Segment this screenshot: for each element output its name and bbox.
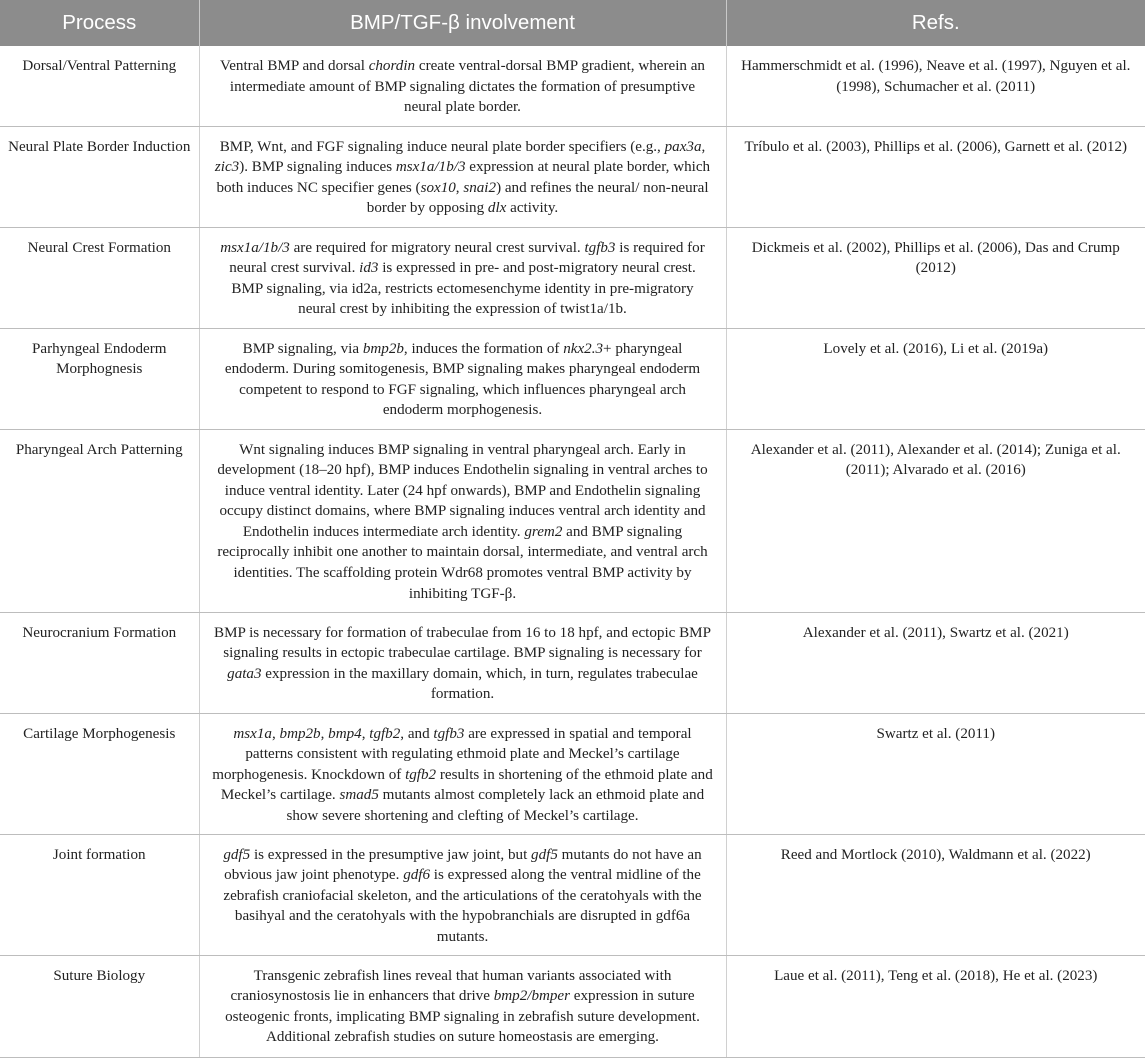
gene-name: tgfb2 (405, 766, 437, 783)
text-segment: BMP is necessary for formation of trabeculae from 16 to 18 hpf, and ectopic BMP signaling results in ectopic trabeculae cartilage. BMP signaling is necessary for (214, 624, 711, 662)
text-segment: create ventral-dorsal BMP gradient, wherein an intermediate amount of BMP signaling dictates the formation of presumptive neural plate border. (229, 58, 705, 116)
text-segment: mutants almost completely lack an ethmoid plate and show severe shortening and clefting of Meckel’s cartilage. (286, 787, 705, 824)
gene-name: msx1a (233, 725, 272, 742)
text-segment: mutants do not have an obvious jaw joint phenotype. (224, 846, 702, 884)
text-segment: expression in the maxillary domain, which, in turn, regulates trabeculae formation. (261, 665, 698, 703)
text-segment: ) and refines the neural/ non-neural border by opposing (366, 179, 709, 217)
gene-name: chordin (368, 58, 416, 74)
gene-name: id3 (359, 260, 379, 277)
refs-cell: Reed and Mortlock (2010), Waldmann et al. (2022) (726, 834, 1145, 955)
involvement-cell (199, 46, 726, 126)
gene-name: sox10 (420, 179, 456, 196)
table-row (0, 328, 1145, 429)
refs-cell: Dickmeis et al. (2002), Phillips et al. (2006), Das and Crump (2012) (726, 227, 1145, 328)
gene-name: bmp2b (362, 340, 404, 357)
gene-name: bmp2/bmper (493, 988, 571, 1005)
text-segment: expression in suture osteogenic fronts, implicating BMP signaling in zebrafish suture development. Additional zebrafish studies on suture homeostasis are emerging. (225, 988, 700, 1046)
text-segment: ). BMP signaling induces (239, 159, 396, 176)
gene-name: tgfb2 (369, 725, 401, 742)
table-row (0, 612, 1145, 713)
refs-cell: Swartz et al. (2011) (726, 713, 1145, 834)
involvement-cell (199, 834, 726, 955)
table-body (0, 46, 1145, 1057)
gene-name: msx1a/1b/3 (220, 239, 290, 256)
involvement-cell (199, 713, 726, 834)
refs-cell: Lovely et al. (2016), Li et al. (2019a) (726, 328, 1145, 429)
refs-cell: Laue et al. (2011), Teng et al. (2018), He et al. (2023) (726, 955, 1145, 1057)
text-segment: BMP, Wnt, and FGF signaling induce neural plate border specifiers (e.g., (219, 138, 665, 155)
gene-name: tgfb3 (433, 725, 465, 742)
text-segment: Ventral BMP and dorsal (220, 58, 369, 74)
involvement-cell (199, 955, 726, 1057)
text-segment: activity. (506, 200, 559, 217)
process-cell: Neurocranium Formation (0, 612, 199, 713)
table-header (0, 0, 1145, 46)
process-cell: Joint formation (0, 834, 199, 955)
text-segment: are expressed in spatial and temporal patterns consistent with regulating ethmoid plate and Meckel’s cartilage morphogenesis. Knockdown of (212, 725, 692, 783)
text-segment: and BMP signaling reciprocally inhibit one another to maintain dorsal, intermediate, and ventral arch identities. The scaffolding protein Wdr68 promotes ventral BMP activity by inhibiting TGF-β. (217, 523, 708, 602)
text-segment: , (455, 179, 464, 196)
text-segment: are required for migratory neural crest survival. (289, 239, 585, 256)
text-segment: , (320, 725, 329, 742)
gene-name: pax3a (664, 138, 702, 155)
table-row (0, 126, 1145, 227)
refs-cell: Tríbulo et al. (2003), Phillips et al. (2006), Garnett et al. (2012) (726, 126, 1145, 227)
gene-name: grem2 (524, 523, 563, 540)
process-cell: Cartilage Morphogenesis (0, 713, 199, 834)
table-row (0, 713, 1145, 834)
involvement-cell (199, 227, 726, 328)
table-row (0, 834, 1145, 955)
gene-name: gdf6 (403, 867, 431, 884)
text-segment: + pharyngeal endoderm. During somitogenesis, BMP signaling makes pharyngeal endoderm competent to respond to FGF signaling, which influences pharyngeal arch endoderm morphogenesis. (224, 340, 701, 419)
process-cell: Pharyngeal Arch Patterning (0, 429, 199, 612)
table-row (0, 46, 1145, 126)
gene-name: bmp4 (328, 725, 362, 742)
gene-name: zic3 (214, 159, 240, 176)
involvement-cell (199, 126, 726, 227)
text-segment: results in shortening of the ethmoid plate and Meckel’s cartilage. (220, 766, 713, 804)
text-segment: is expressed along the ventral midline of the zebrafish craniofacial skeleton, and the articulations of the ceratohyals with the basihyal and the ceratohyals with the hypobranchials are disrupted in gdf6a mutants. (223, 867, 702, 945)
text-segment: Transgenic zebrafish lines reveal that human variants associated with craniosynostosis lie in enhancers that drive (230, 967, 672, 1005)
header-row (0, 0, 1145, 46)
process-cell: Neural Crest Formation (0, 227, 199, 328)
gene-name: gdf5 (531, 846, 558, 863)
table-row (0, 429, 1145, 612)
gene-name: msx1a/1b/3 (395, 159, 466, 176)
header-refs: Refs. (726, 0, 1145, 46)
involvement-cell (199, 612, 726, 713)
refs-cell: Alexander et al. (2011), Swartz et al. (2021) (726, 612, 1145, 713)
gene-name: gata3 (227, 665, 262, 682)
text-segment: expression at neural plate border, which both induces NC specifier genes ( (216, 159, 711, 196)
gene-name: snai2 (463, 179, 497, 196)
refs-cell: Hammerschmidt et al. (1996), Neave et al. (1997), Nguyen et al. (1998), Schumacher et al. (2011) (726, 46, 1145, 126)
gene-name: nkx2.3 (563, 340, 604, 357)
gene-name: smad5 (339, 787, 379, 804)
header-involvement: BMP/TGF-β involvement (199, 0, 726, 46)
refs-cell: Alexander et al. (2011), Alexander et al. (2014); Zuniga et al. (2011); Alvarado et al. (2016) (726, 429, 1145, 612)
text-segment: , (701, 138, 706, 155)
text-segment: is expressed in the presumptive jaw joint, but (250, 846, 532, 863)
gene-name: tgfb3 (584, 239, 616, 256)
involvement-cell (199, 429, 726, 612)
text-segment: BMP signaling, via (242, 340, 363, 357)
table-row (0, 955, 1145, 1057)
process-cell: Suture Biology (0, 955, 199, 1057)
text-segment: , and (400, 725, 434, 742)
involvement-cell (199, 328, 726, 429)
gene-name: bmp2b (279, 725, 321, 742)
text-segment: is required for neural crest survival. (229, 239, 705, 277)
gene-name: gdf5 (223, 846, 251, 863)
text-segment: , (271, 725, 280, 742)
text-segment: , (361, 725, 370, 742)
header-process: Process (0, 0, 199, 46)
process-cell: Parhyngeal Endoderm Morphognesis (0, 328, 199, 429)
text-segment: Wnt signaling induces BMP signaling in ventral pharyngeal arch. Early in development (18–20 hpf), BMP induces Endothelin signaling in ventral arches to induce ventral identity. Later (24 hpf onwards), BMP and Endothelin signaling occupy distinct domains, where BMP signaling induces ventral arch identity and Endothelin induces intermediate arch identity. (217, 441, 708, 540)
table-row (0, 227, 1145, 328)
text-segment: is expressed in pre- and post-migratory neural crest. BMP signaling, via id2a, restricts ectomesenchyme identity in pre-migratory neural crest by inhibiting the expression of twist1a/1b. (231, 260, 696, 318)
text-segment: , induces the formation of (403, 340, 564, 357)
process-cell: Neural Plate Border Induction (0, 126, 199, 227)
process-cell: Dorsal/Ventral Patterning (0, 46, 199, 126)
gene-name: dlx (487, 200, 507, 217)
